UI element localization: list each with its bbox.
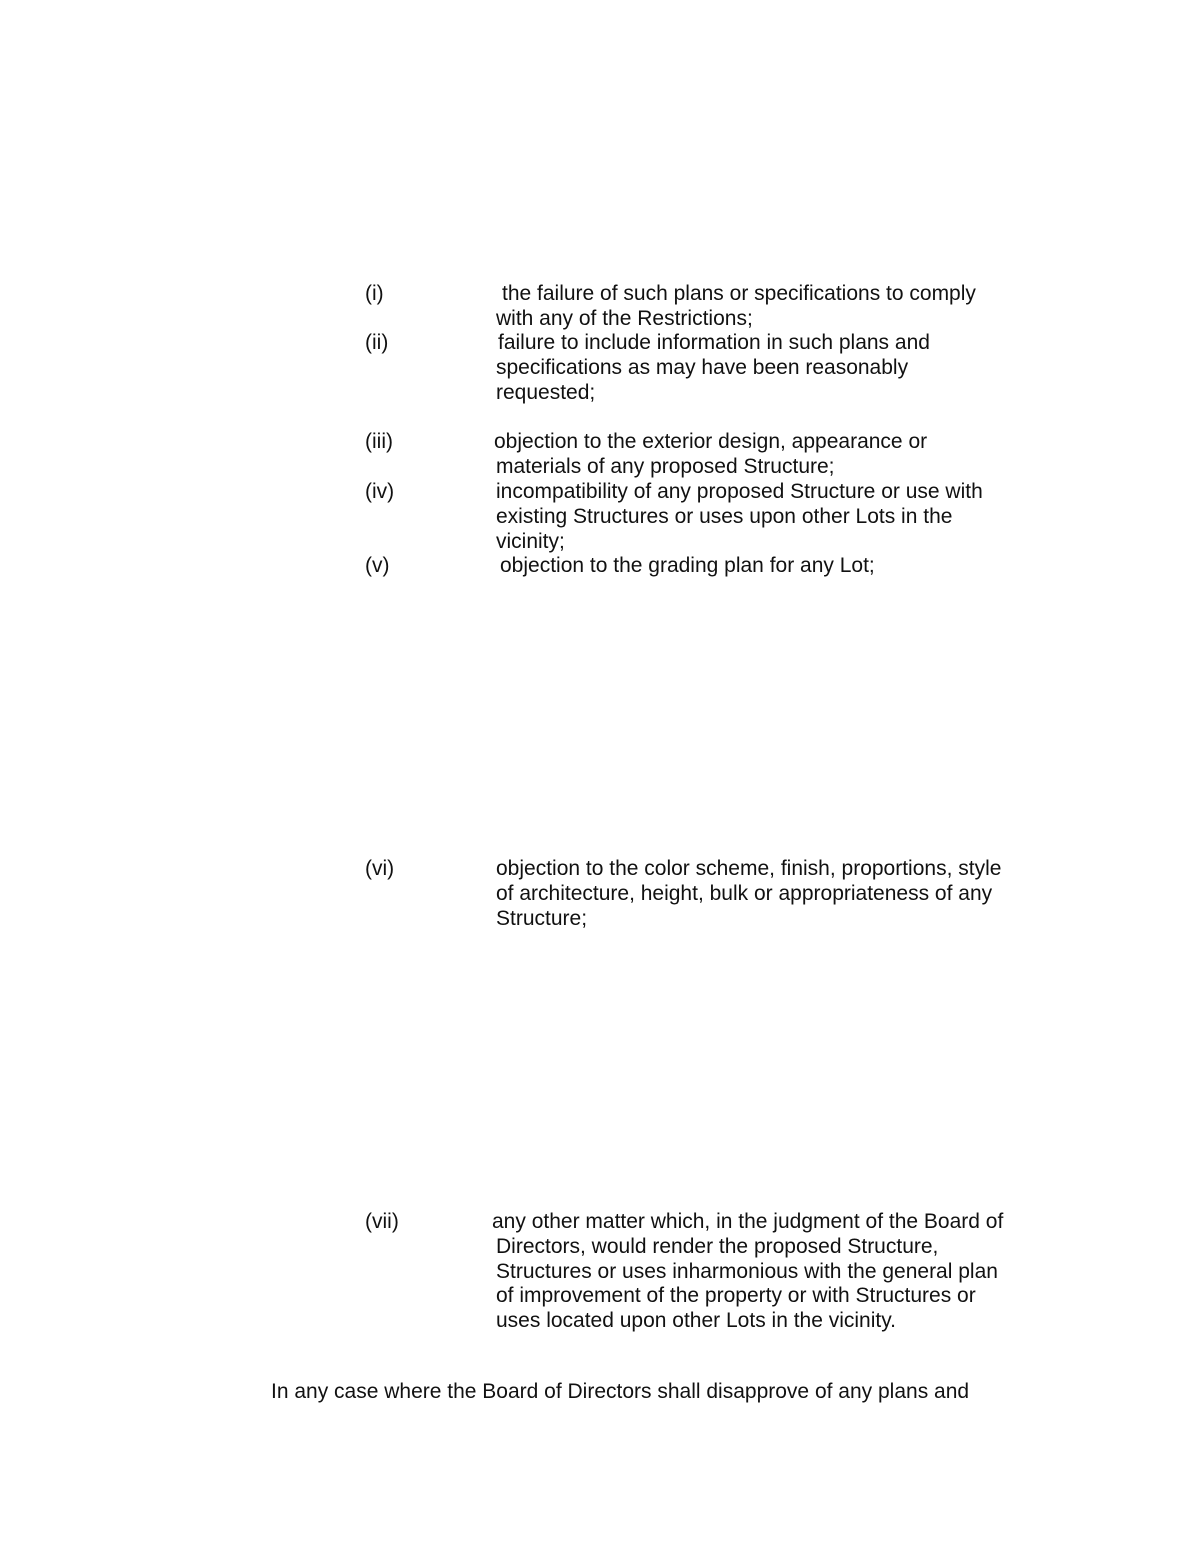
item-text [496,857,1026,931]
item-text-line: failure to include information in such plans and [498,331,930,354]
item-text-line: any other matter which, in the judgment of the Board of [492,1210,1004,1233]
item-text [492,1210,1026,1334]
item-text-line: of architecture, height, bulk or appropriateness of any [496,881,993,905]
item-text [496,554,1026,579]
closing-paragraph: In any case where the Board of Directors shall disapprove of any plans and [271,1380,970,1403]
item-text-line: objection to the color scheme, finish, proportions, style [496,857,1002,880]
item-text-line: the failure of such plans or specifications to comply [502,282,976,305]
item-number: (i) [365,282,384,305]
item-text-line: objection to the grading plan for any Lot; [500,554,875,577]
item-text-line: objection to the exterior design, appearance or [494,430,928,453]
item-text [496,331,1026,405]
item-text-line: existing Structures or uses upon other Lots in the [496,504,953,528]
item-text-line: with any of the Restrictions; [496,306,753,330]
item-text-line: vicinity; [496,529,565,553]
item-text-line: uses located upon other Lots in the vicinity. [496,1309,897,1333]
item-text-line: specifications as may have been reasonably [496,355,909,379]
item-number: (vi) [365,857,395,880]
item-number: (iv) [365,480,395,503]
item-text [496,430,1026,480]
item-number: (v) [365,554,390,577]
item-text [496,480,1026,554]
item-text-line: Directors, would render the proposed Structure, [496,1234,939,1258]
item-text-line: requested; [496,380,596,404]
item-number: (vii) [365,1210,399,1233]
item-text-line: incompatibility of any proposed Structure or use with [496,480,983,503]
item-text-line: materials of any proposed Structure; [496,454,835,478]
item-text-line: Structure; [496,906,588,930]
item-text-line: of improvement of the property or with Structures or [496,1284,976,1308]
item-number: (iii) [365,430,393,453]
item-number: (ii) [365,331,389,354]
item-text [496,282,1026,332]
item-text-line: Structures or uses inharmonious with the general plan [496,1259,998,1283]
